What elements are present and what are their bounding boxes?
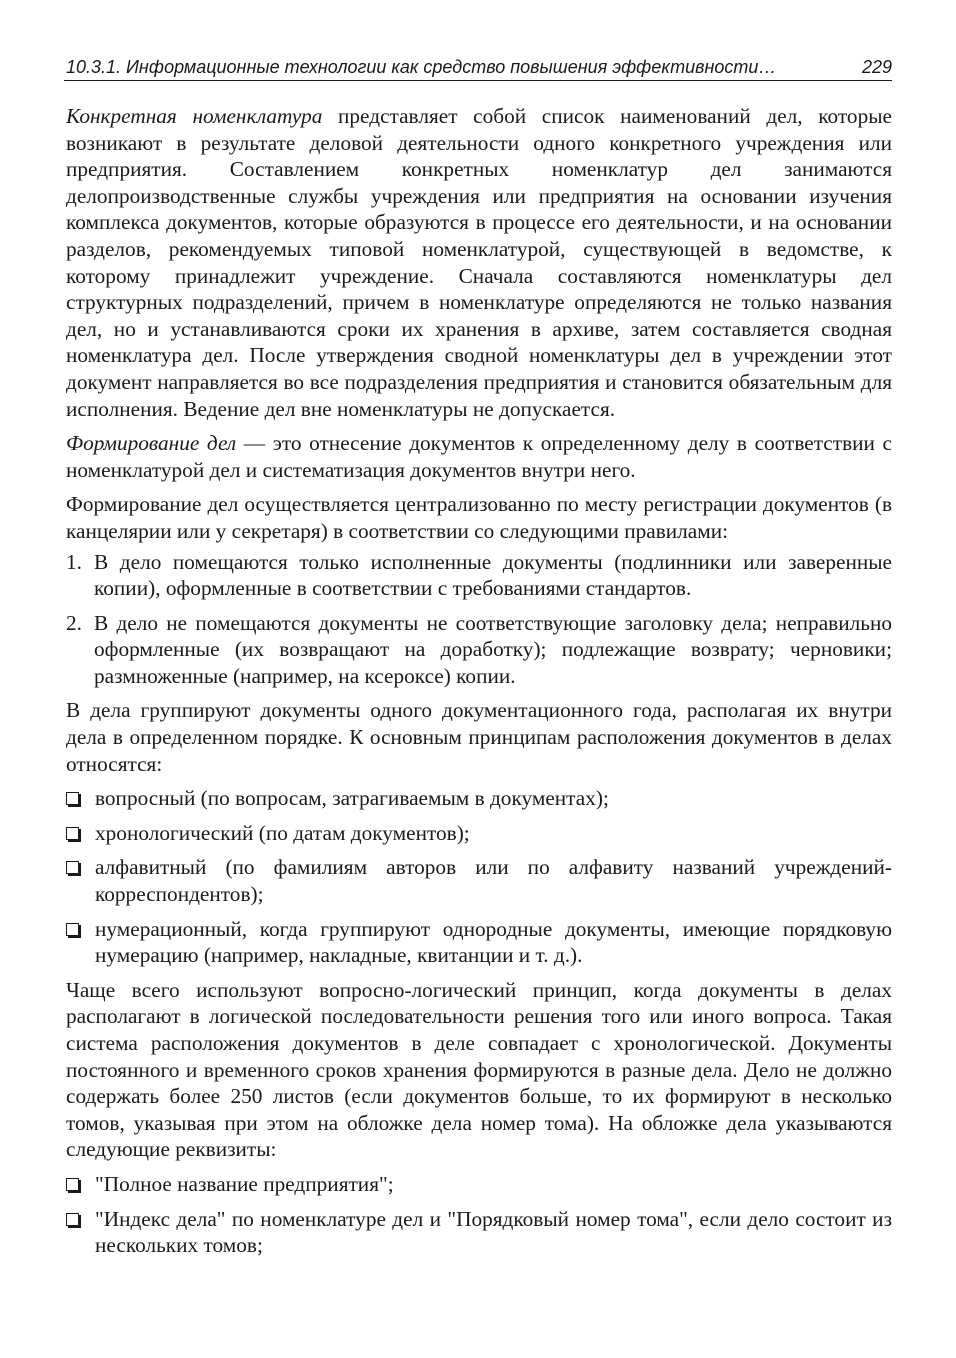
list-item <box>66 1171 892 1198</box>
checkbox-square-icon <box>66 792 79 805</box>
term-case-formation: Формирование дел <box>66 431 237 456</box>
paragraph-text: — это отнесение документов к определенному делу в соответствии с номенклатурой дел и систематизация документов внутри него. <box>66 431 892 482</box>
list-item <box>66 820 892 847</box>
paragraph-principles-intro: В дела группируют документы одного документационного года, располагая их внутри дела в определенном порядке. К основным принципам расположения документов в делах относятся: <box>66 698 892 776</box>
list-item <box>66 610 892 690</box>
paragraph-text: представляет собой список наименований дел, которые возникают в результате деловой деятельности одного конкретного учреждения или предприятия. Составлением конкретных номенклатур дел занимаются делопроизводственные службы учреждения или предприятия на основании изучения комплекса документов, которые образуются в процессе его деятельности, и на основании разделов, рекомендуемых типовой номенклатурой, существующей в ведомстве, к которому принадлежит учреждение. Сначала составляются номенклатуры дел структурных подразделений, причем в номенклатуре определяются не только названия дел, но и устанавливаются сроки их хранения в архиве, затем составляется сводная номенклатура дел. После утверждения сводной номенклатуры дел в учреждении этот документ направляется во все подразделения предприятия и становится обязательным для исполнения. Ведение дел вне номенклатуры не допускается. <box>66 104 892 421</box>
checkbox-square-icon <box>66 1178 79 1191</box>
list-item <box>66 916 892 969</box>
list-item-text: В дело помещаются только исполненные документы (подлинники или заверенные копии), оформленные в соответствии с требованиями стандартов. <box>94 549 892 601</box>
list-item-number: 2. <box>66 610 82 635</box>
list-item <box>66 1206 892 1259</box>
running-header <box>64 56 892 81</box>
list-item-text: алфавитный (по фамилиям авторов или по алфавиту названий учреждений-корреспондентов); <box>95 855 892 907</box>
paragraph-rules-intro: Формирование дел осуществляется централизованно по месту регистрации документов (в канцелярии или у секретаря) в соответствии со следующими правилами: <box>66 492 892 543</box>
list-item <box>66 549 892 602</box>
paragraph-case-formation-definition <box>66 430 892 483</box>
list-item-text: нумерационный, когда группируют однородные документы, имеющие порядковую нумерацию (например, накладные, квитанции и т. д.). <box>95 916 892 968</box>
principles-list <box>66 785 892 969</box>
requisites-list <box>66 1171 892 1259</box>
list-item <box>66 854 892 907</box>
list-item-text: В дело не помещаются документы не соответствующие заголовку дела; неправильно оформленные (их возвращают на доработку); подлежащие возврату; черновики; размноженные (например, на ксероксе) копии. <box>94 610 892 688</box>
list-item <box>66 785 892 812</box>
list-item-text: вопросный (по вопросам, затрагиваемым в документах); <box>95 786 609 811</box>
page-number: 229 <box>861 57 892 77</box>
running-header-title: 10.3.1. Информационные технологии как средство повышения эффективности… <box>66 57 777 77</box>
list-item-text: хронологический (по датам документов); <box>95 820 470 845</box>
paragraph-logical-principle: Чаще всего используют вопросно-логический принцип, когда документы в делах располагают в логической последовательности решения того или иного вопроса. Такая система расположения документов в деле совпадает с хронологической. Документы постоянного и временного сроков хранения формируются в разные дела. Дело не должно содержать более 250 листов (если документов больше, то их формируют в несколько томов, указывая при этом на обложке дела номер тома). На обложке дела указываются следующие реквизиты: <box>66 977 892 1162</box>
list-item-text: "Индекс дела" по номенклатуре дел и "Порядковый номер тома", если дело состоит из нескольких томов; <box>95 1206 892 1258</box>
checkbox-square-icon <box>66 1213 79 1226</box>
term-concrete-nomenclature: Конкретная номенклатура <box>66 104 323 128</box>
checkbox-square-icon <box>66 827 79 840</box>
rules-list <box>66 549 892 690</box>
page-body <box>66 103 892 1267</box>
list-item-text: "Полное название предприятия"; <box>95 1171 394 1196</box>
checkbox-square-icon <box>66 861 79 874</box>
checkbox-square-icon <box>66 923 79 936</box>
list-item-number: 1. <box>66 549 82 574</box>
paragraph-nomenclature <box>66 103 892 422</box>
